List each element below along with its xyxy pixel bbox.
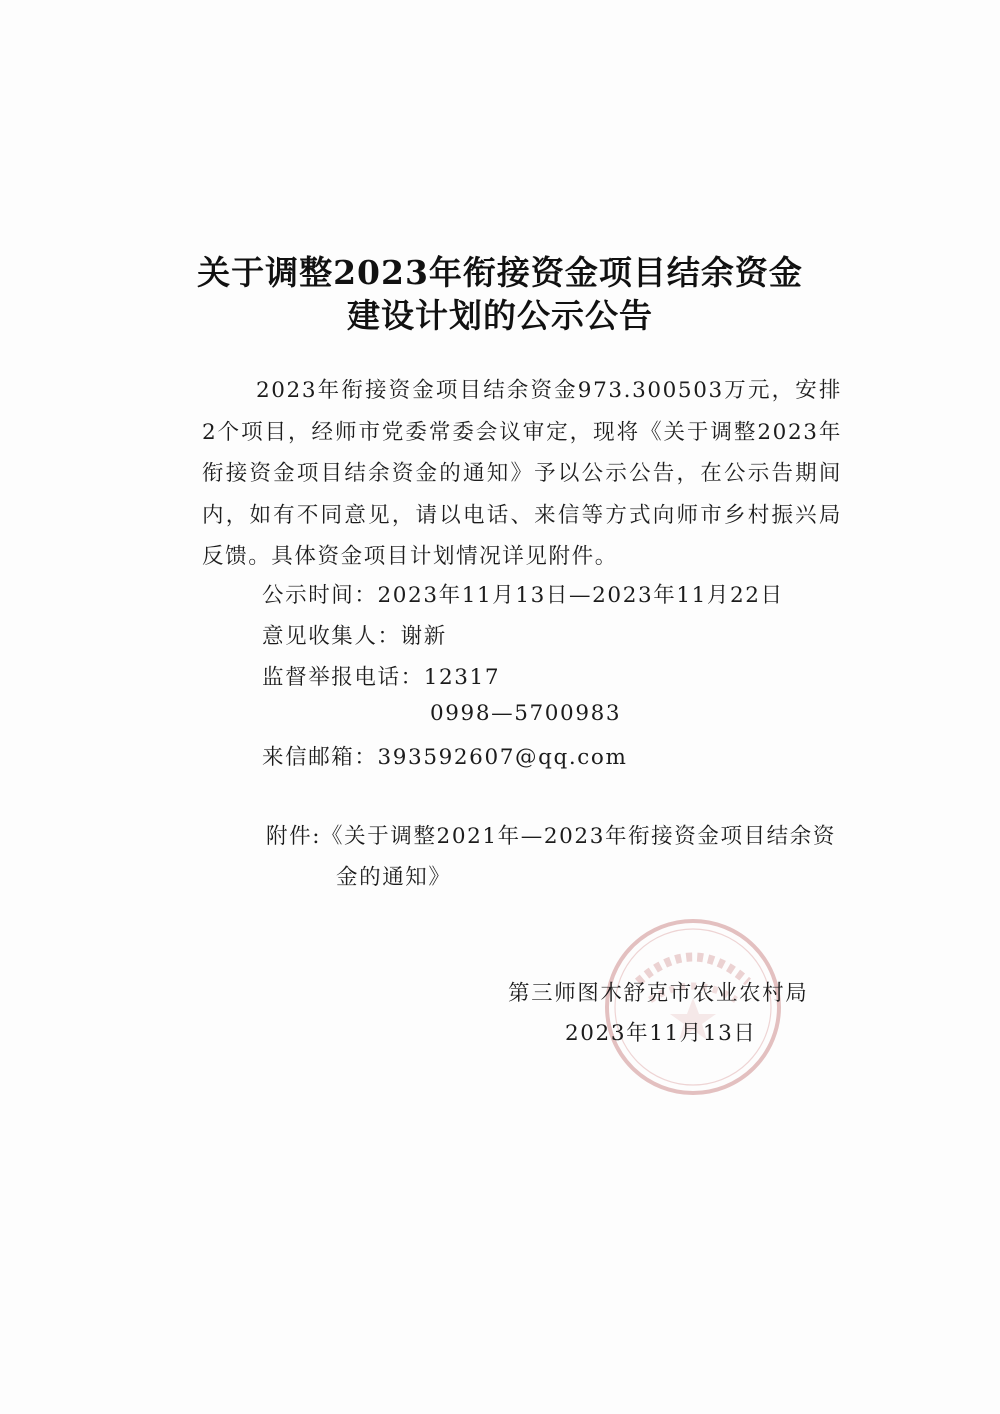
attachment-line1: 附件:《关于调整2021年—2023年衔接资金项目结余资 [266, 824, 836, 849]
issuing-organization: 第三师图木舒克市农业农村局 [508, 981, 809, 1006]
report-hotline: 监督举报电话：12317 [262, 665, 501, 690]
opinion-collector: 意见收集人：谢新 [262, 624, 447, 649]
attachment-note [266, 816, 846, 898]
document-title-line1: 关于调整2023年衔接资金项目结余资金 [197, 253, 803, 292]
document-title-line2: 建设计划的公示公告 [347, 296, 653, 335]
attachment-line2: 金的通知》 [336, 865, 452, 890]
issue-date: 2023年11月13日 [565, 1021, 757, 1046]
official-seal-icon [598, 912, 788, 1102]
publicity-time: 公示时间：2023年11月13日—2023年11月22日 [262, 583, 784, 608]
body-paragraph: 2023年衔接资金项目结余资金973.300503万元，安排2个项目，经师市党委常委会议审定，现将《关于调整2023年衔接资金项目结余资金的通知》予以公示公告，在公示告期间内，如有不同意见，请以电话、来信等方式向师市乡村振兴局反馈。具体资金项目计划情况详见附件。 [202, 378, 842, 569]
contact-email: 来信邮箱：393592607@qq.com [262, 745, 628, 770]
report-hotline-secondary: 0998—5700983 [430, 701, 622, 726]
